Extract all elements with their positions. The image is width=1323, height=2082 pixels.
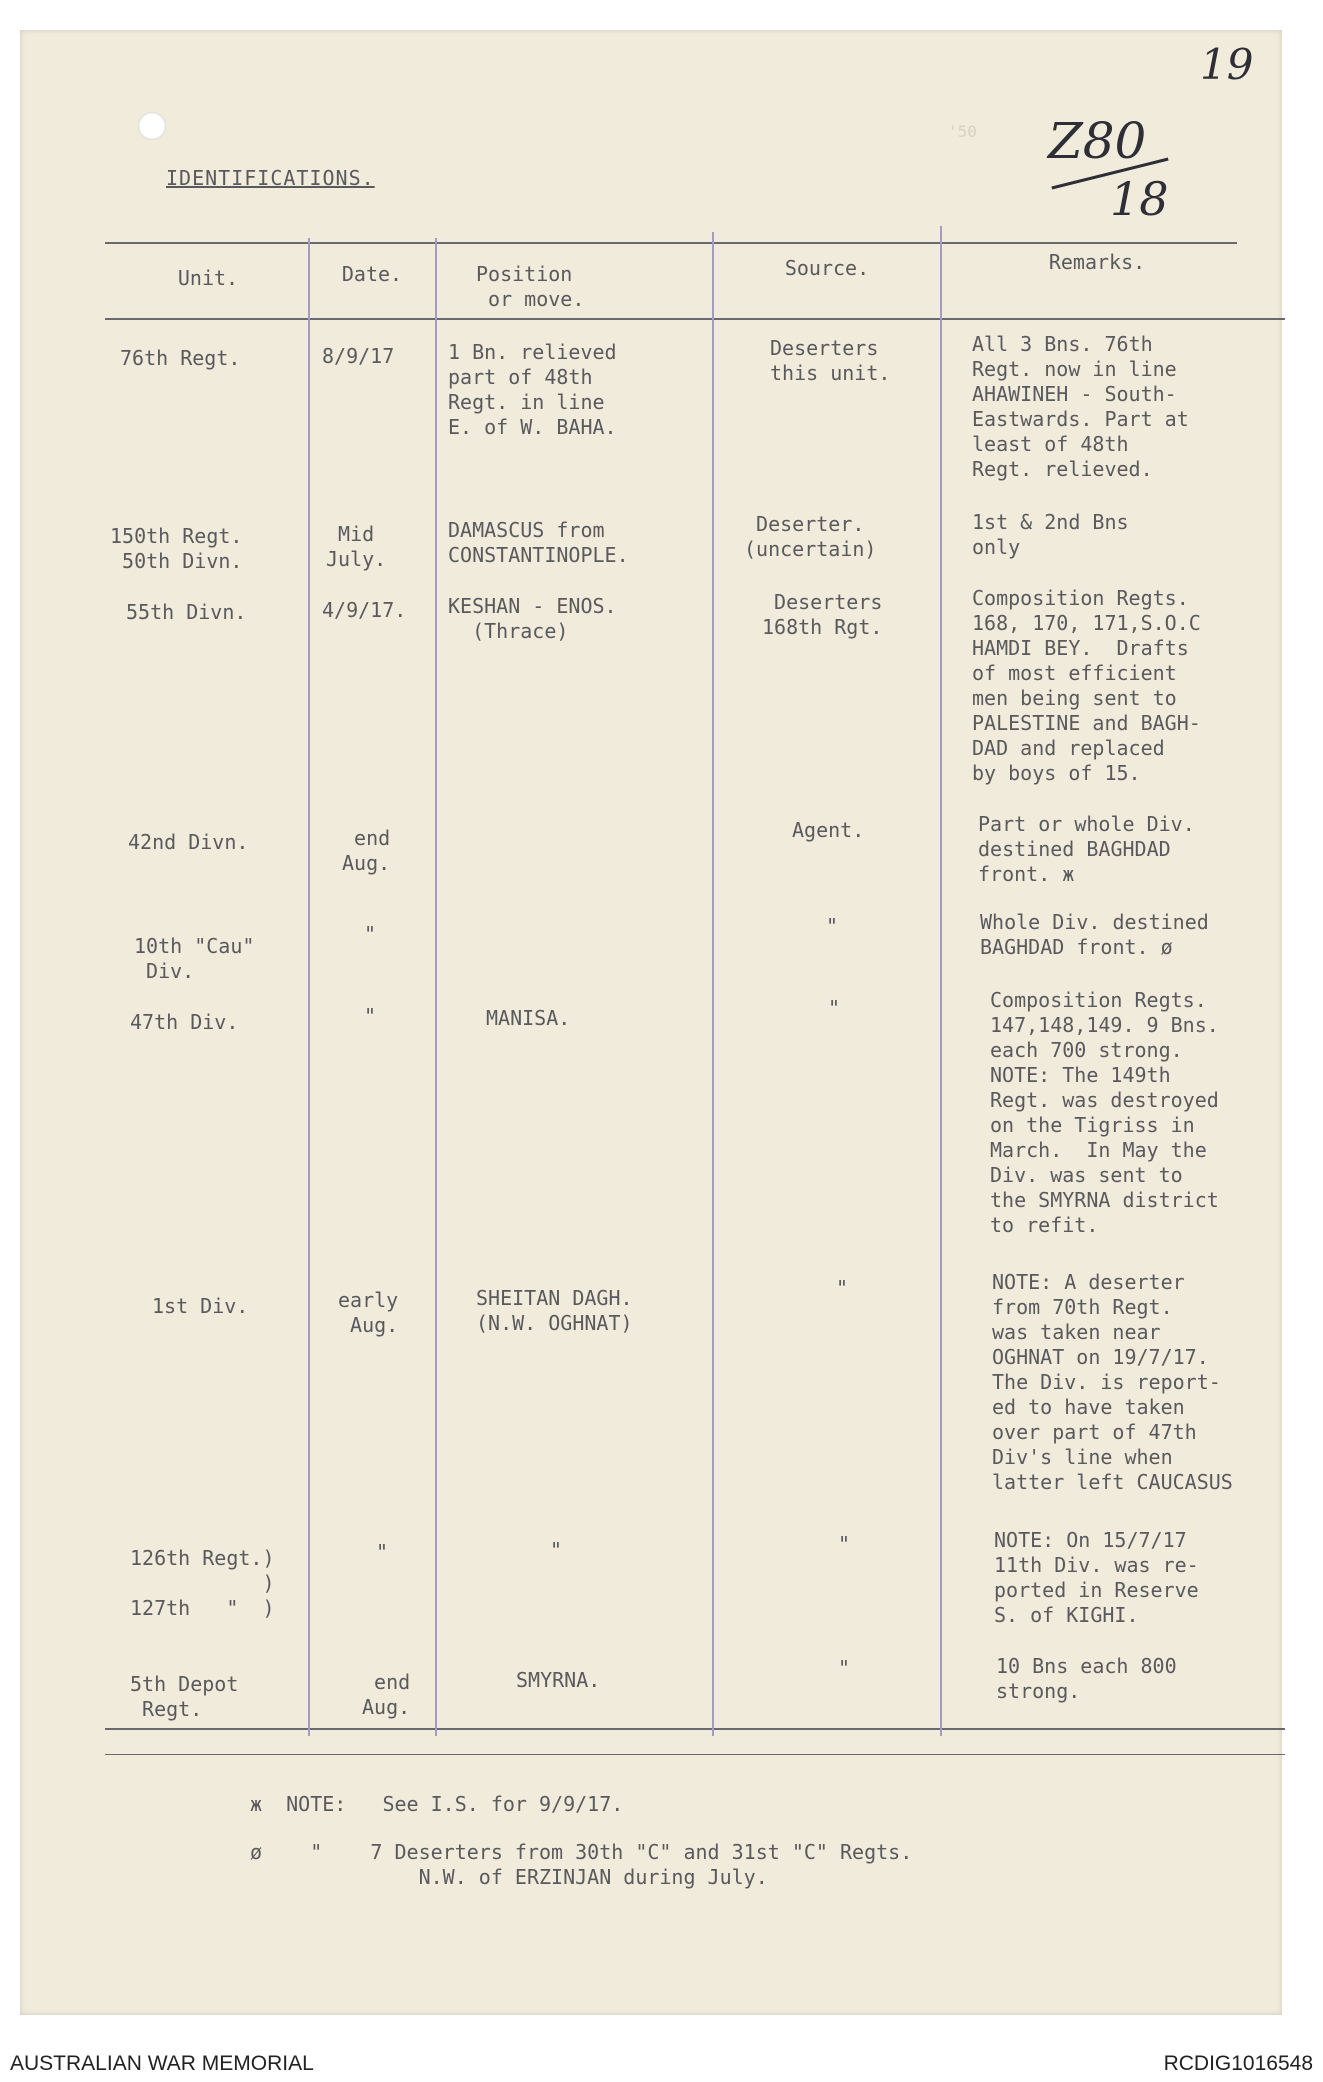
row-7-source: ": [836, 1276, 849, 1300]
archive-name: AUSTRALIAN WAR MEMORIAL: [10, 2052, 314, 2075]
row-2-source: Deserter. (uncertain): [744, 512, 877, 561]
row-3-date: 4/9/17.: [322, 598, 407, 622]
footnote-2: ø " 7 Deserters from 30th "C" and 31st "C" Regts. N.W. of ERZINJAN during July.: [250, 1840, 913, 1889]
row-1-remarks: All 3 Bns. 76th Regt. now in line AHAWINEH - South- Eastwards. Part at least of 48th Regt. relieved.: [972, 332, 1189, 481]
column-divider-3: [712, 232, 714, 1736]
row-5-date: ": [364, 922, 377, 946]
row-4-unit: 42nd Divn.: [128, 830, 249, 854]
row-3-position: KESHAN - ENOS. (Thrace): [448, 594, 617, 643]
row-9-date: end Aug.: [362, 1670, 411, 1719]
page-number-annotation: 19: [1200, 40, 1254, 89]
row-4-source: Agent.: [792, 818, 865, 842]
header-unit: Unit.: [177, 266, 239, 290]
row-1-date: 8/9/17: [322, 344, 395, 368]
row-1-position: 1 Bn. relieved part of 48th Regt. in line E. of W. BAHA.: [448, 340, 617, 439]
row-8-date: ": [376, 1540, 389, 1564]
row-9-remarks: 10 Bns each 800 strong.: [996, 1654, 1177, 1703]
archive-reference: RCDIG1016548: [1163, 2052, 1313, 2075]
reference-number-top: Z80: [1048, 112, 1147, 170]
row-5-source: ": [826, 914, 839, 938]
row-6-remarks: Composition Regts. 147,148,149. 9 Bns. each 700 strong. NOTE: The 149th Regt. was destroyed on the Tigriss in March. In May the Div. was sent to the SMYRNA district to refit.: [990, 988, 1219, 1237]
column-divider-1: [308, 238, 310, 1736]
header-source: Source.: [784, 256, 870, 280]
row-7-unit: 1st Div.: [152, 1294, 249, 1318]
header-remarks: Remarks.: [1048, 250, 1146, 274]
row-8-position: ": [550, 1538, 563, 1562]
row-8-remarks: NOTE: On 15/7/17 11th Div. was re- ported in Reserve S. of KIGHI.: [994, 1528, 1199, 1627]
row-5-remarks: Whole Div. destined BAGHDAD front. ø: [980, 910, 1209, 959]
row-5-unit: 10th "Cau" Div.: [134, 934, 255, 983]
header-position: Position or move.: [476, 262, 585, 311]
row-4-remarks: Part or whole Div. destined BAGHDAD front. ж: [978, 812, 1195, 886]
row-8-source: ": [838, 1532, 851, 1556]
footnote-1: ж NOTE: See I.S. for 9/9/17.: [250, 1792, 624, 1816]
row-9-unit: 5th Depot Regt.: [130, 1672, 239, 1721]
table-header-rule: [105, 318, 1285, 320]
row-1-source: Deserters this unit.: [770, 336, 891, 385]
row-8-unit: 126th Regt.) ) 127th " ): [130, 1546, 275, 1620]
column-divider-2: [435, 238, 437, 1736]
row-7-remarks: NOTE: A deserter from 70th Regt. was taken near OGHNAT on 19/7/17. The Div. is report- ed to have taken over part of 47th Div's line when latter left CAUCASUS: [992, 1270, 1233, 1494]
row-2-position: DAMASCUS from CONSTANTINOPLE.: [448, 518, 629, 567]
row-9-position: SMYRNA.: [516, 1668, 601, 1692]
punch-hole: [138, 112, 166, 140]
header-date: Date.: [341, 262, 403, 286]
table-top-rule: [105, 242, 1237, 244]
row-3-source: Deserters 168th Rgt.: [762, 590, 883, 639]
row-6-date: ": [364, 1004, 377, 1028]
row-6-unit: 47th Div.: [130, 1010, 239, 1034]
row-7-date: early Aug.: [338, 1288, 399, 1337]
row-7-position: SHEITAN DAGH. (N.W. OGHNAT): [476, 1286, 633, 1335]
table-bottom-rule: [105, 1728, 1285, 1730]
row-2-remarks: 1st & 2nd Bns only: [972, 510, 1129, 559]
document-heading: IDENTIFICATIONS.: [166, 166, 375, 190]
archive-footer: [0, 2050, 1323, 2082]
row-4-date: end Aug.: [342, 826, 391, 875]
table-bottom-rule-2: [105, 1754, 1285, 1755]
row-2-date: Mid July.: [326, 522, 387, 571]
row-2-unit: 150th Regt. 50th Divn.: [110, 524, 243, 573]
row-1-unit: 76th Regt.: [120, 346, 241, 370]
faint-stamp: '50: [948, 122, 977, 141]
row-3-unit: 55th Divn.: [126, 600, 247, 624]
row-3-remarks: Composition Regts. 168, 170, 171,S.O.C HAMDI BEY. Drafts of most efficient men being sent to PALESTINE and BAGH- DAD and replaced by boys of 15.: [972, 586, 1201, 785]
row-9-source: ": [838, 1656, 851, 1680]
column-divider-4: [940, 226, 942, 1736]
reference-number-bottom: 18: [1110, 172, 1169, 226]
row-6-source: ": [828, 996, 841, 1020]
row-6-position: MANISA.: [486, 1006, 571, 1030]
